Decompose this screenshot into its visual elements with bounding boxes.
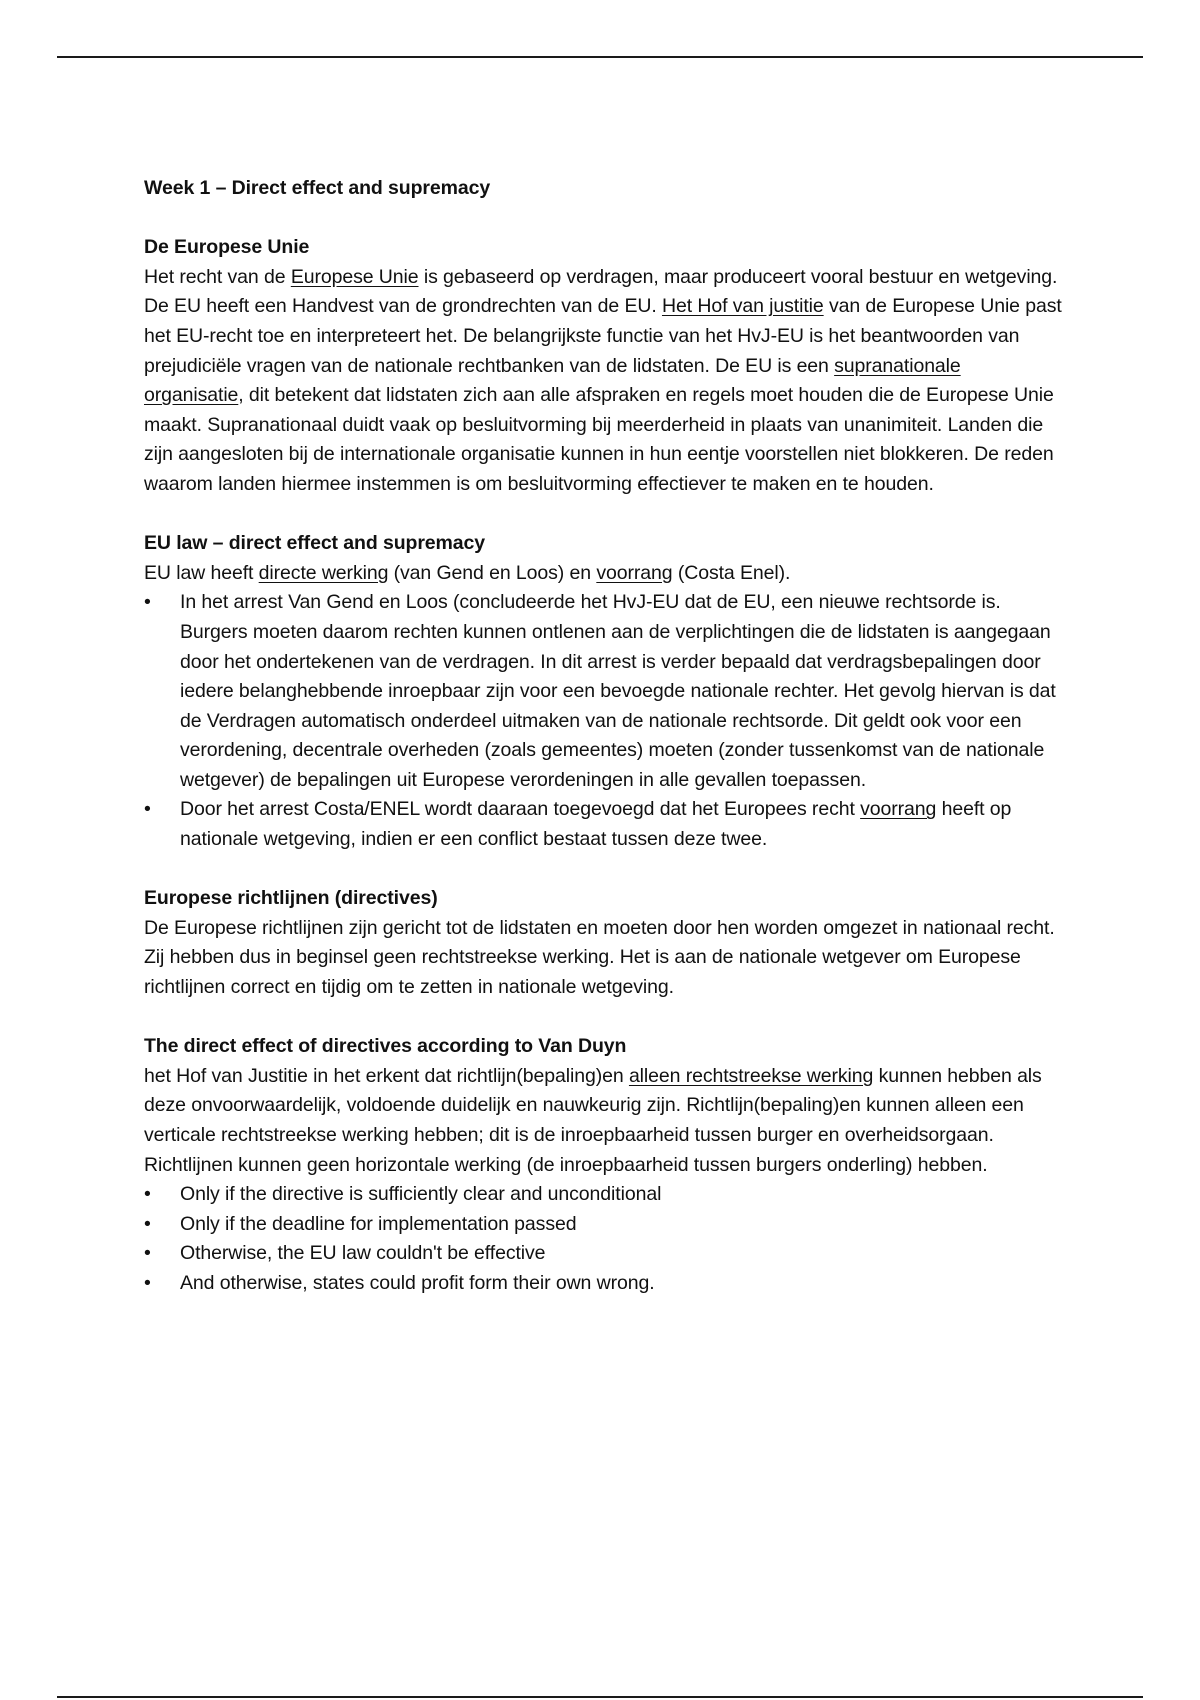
text-run: heeft op nationale wetgeving, indien er een conflict bestaat tussen deze twee. <box>180 798 1012 851</box>
list-item <box>144 588 1064 795</box>
bullet-icon: • <box>144 1271 151 1294</box>
bullet-icon: • <box>144 798 151 821</box>
paragraph: De Europese richtlijnen zijn gericht tot de lidstaten en moeten door hen worden omgezet in nationaal recht. Zij hebben dus in beginsel geen rechtstreekse werking. Het is aan de nationale wetgever om Europese richtlijnen correct en tijdig om te zetten in nationale wetgeving. <box>144 916 1055 999</box>
text-run: (Costa Enel). <box>672 561 791 584</box>
list-item <box>144 795 1064 854</box>
section-richtlijnen <box>144 884 1064 1002</box>
text-run: Het recht van de <box>144 265 291 288</box>
underlined-term: voorrang <box>596 561 673 584</box>
list-item-text: Only if the deadline for implementation passed <box>180 1212 577 1235</box>
footer-rule <box>57 1696 1143 1698</box>
underlined-term: Europese Unie <box>290 265 419 288</box>
header-rule <box>57 56 1143 58</box>
bullet-icon: • <box>144 591 151 614</box>
document-body <box>144 174 1064 1328</box>
list-item <box>144 1210 1064 1240</box>
bullet-icon: • <box>144 1212 151 1235</box>
bullet-list <box>144 1180 1064 1298</box>
section-van-duyn <box>144 1032 1064 1298</box>
text-run: van de Europese Unie past het EU-recht toe en interpreteert het. De belangrijkste functie van het HvJ-EU is het beantwoorden van prejudiciële vragen van de nationale rechtbanken van de lidstaten. De EU is een <box>144 295 1062 377</box>
bullet-icon: • <box>144 1242 151 1265</box>
underlined-term: supranationale organisatie <box>144 354 961 407</box>
bullet-icon: • <box>144 1183 151 1206</box>
paragraph <box>144 559 1064 589</box>
list-item-text: Otherwise, the EU law couldn't be effective <box>180 1242 546 1265</box>
list-item <box>144 1180 1064 1210</box>
text-run: is gebaseerd op verdragen, maar produceert vooral bestuur en wetgeving. De EU heeft een Handvest van de grondrechten van de EU. <box>144 265 1058 318</box>
bullet-list <box>144 588 1064 854</box>
text-run: (van Gend en Loos) en <box>388 561 597 584</box>
page-title: Week 1 – Direct effect and supremacy <box>144 177 491 199</box>
underlined-term: directe werking <box>258 561 389 584</box>
section-heading: De Europese Unie <box>144 236 310 259</box>
section-heading: EU law – direct effect and supremacy <box>144 532 486 555</box>
paragraph <box>144 1062 1064 1180</box>
text-run: , dit betekent dat lidstaten zich aan alle afspraken en regels moet houden die de Europese Unie maakt. Supranationaal duidt vaak op besluitvorming bij meerderheid in plaats van unanimiteit. Landen die zijn aangesloten bij de internationale organisatie kunnen in hun eentje voorstellen niet blokkeren. De reden waarom landen hiermee instemmen is om besluitvorming effectiever te maken en te houden. <box>144 384 1054 495</box>
list-item-text: Only if the directive is sufficiently clear and unconditional <box>180 1183 662 1206</box>
text-run: het Hof van Justitie in het erkent dat richtlijn(bepaling)en <box>144 1064 629 1087</box>
paragraph <box>144 263 1064 500</box>
list-item <box>144 1269 1064 1299</box>
section-heading: Europese richtlijnen (directives) <box>144 887 438 910</box>
section-heading: The direct effect of directives according to Van Duyn <box>144 1035 627 1058</box>
text-run: Door het arrest Costa/ENEL wordt daaraan toegevoegd dat het Europees recht <box>180 798 861 821</box>
text-run: EU law heeft <box>144 561 259 584</box>
list-item-text: In het arrest Van Gend en Loos (concludeerde het HvJ-EU dat de EU, een nieuwe rechtsorde is. Burgers moeten daarom rechten kunnen ontlenen aan de verplichtingen die de lidstaten is aangegaan door het ondertekenen van de verdragen. In dit arrest is verder bepaald dat verdragsbepalingen door iedere belanghebbende inroepbaar zijn voor een bevoegde nationale rechter. Het gevolg hiervan is dat de Verdragen automatisch onderdeel uitmaken van de nationale rechtsorde. Dit geldt ook voor een verordening, decentrale overheden (zoals gemeentes) moeten (zonder tussenkomst van de nationale wetgever) de bepalingen uit Europese verordeningen in alle gevallen toepassen. <box>180 591 1056 791</box>
underlined-term: Het Hof van justitie <box>661 295 824 318</box>
section-europese-unie <box>144 233 1064 499</box>
list-item-text: And otherwise, states could profit form their own wrong. <box>180 1271 655 1294</box>
section-eu-law <box>144 529 1064 855</box>
text-run: kunnen hebben als deze onvoorwaardelijk, voldoende duidelijk en nauwkeurig zijn. Richtlijn(bepaling)en kunnen alleen een verticale rechtstreekse werking hebben; dit is de inroepbaarheid tussen burger en overheidsorgaan. Richtlijnen kunnen geen horizontale werking (de inroepbaarheid tussen burgers onderling) hebben. <box>144 1064 1042 1176</box>
underlined-term: alleen rechtstreekse werking <box>628 1064 874 1087</box>
underlined-term: voorrang <box>860 798 937 821</box>
list-item <box>144 1239 1064 1269</box>
